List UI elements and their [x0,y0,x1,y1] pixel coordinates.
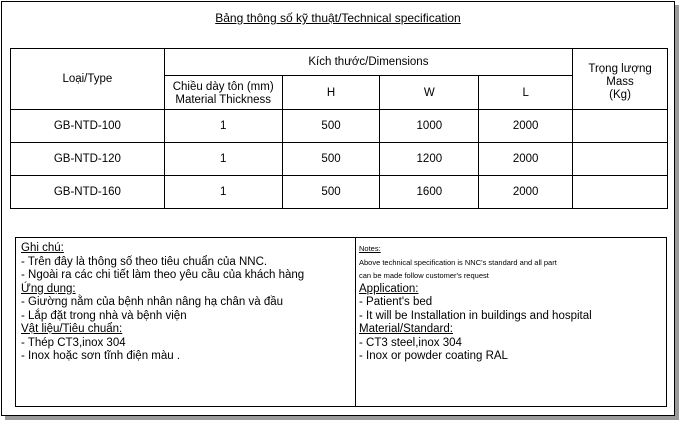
note-line: can be made follow customer's request [359,271,489,280]
table-row [11,143,668,176]
note-heading: Ghi chú: [21,242,64,254]
w-header: W [380,76,479,110]
spec-sheet-frame [1,1,675,416]
l-cell: 2000 [479,110,573,143]
h-cell: 500 [282,143,380,176]
note-heading: Notes: [359,244,381,253]
application-line: - Lắp đặt trong nhà và bệnh viện [21,309,187,322]
thickness-cell: 1 [164,143,282,176]
mass-header: Trọng lượng Mass (Kg) [573,49,668,110]
material-line: - Inox or powder coating RAL [359,350,508,362]
type-header: Loại/Type [11,49,165,110]
page-title: Bảng thông số kỹ thuật/Technical specification [215,11,461,25]
w-cell: 1600 [380,176,479,209]
h-cell: 500 [282,176,380,209]
l-header: L [479,76,573,110]
note-line: - Trên đây là thông số theo tiêu chuẩn của NNC. [21,255,268,268]
mass-cell [573,143,668,176]
thickness-cell: 1 [164,110,282,143]
w-cell: 1200 [380,143,479,176]
material-line: - Inox hoặc sơn tĩnh điện màu . [21,350,181,362]
application-line: - It will be Installation in buildings and hospital [359,309,592,322]
mass-cell [573,110,668,143]
table-row [11,176,668,209]
type-cell: GB-NTD-100 [11,110,165,143]
h-cell: 500 [282,110,380,143]
w-cell: 1000 [380,110,479,143]
material-line: - CT3 steel,inox 304 [359,336,462,349]
application-line: - Patient's bed [359,296,433,308]
note-line: - Ngoài ra các chi tiết làm theo yêu cầu của khách hàng [21,269,305,281]
application-heading: Ứng dụng: [21,282,76,295]
table-row [11,110,668,143]
table-header-row [11,49,668,76]
material-heading: Material/Standard: [359,323,453,335]
notes-box [15,237,667,407]
note-line: Above technical specification is NNC's standard and all part [359,257,557,267]
l-cell: 2000 [479,176,573,209]
dimensions-header: Kích thước/Dimensions [164,49,572,76]
thickness-header: Chiều dày tôn (mm) Material Thickness [164,76,282,110]
spec-table [10,48,668,209]
material-heading: Vật liệu/Tiêu chuẩn: [21,323,123,335]
application-line: - Giường nằm của bệnh nhân nâng hạ chân và đầu [21,296,284,308]
h-header: H [282,76,380,110]
thickness-cell: 1 [164,176,282,209]
material-line: - Thép CT3,inox 304 [21,336,126,349]
notes-english [359,242,664,364]
type-cell: GB-NTD-160 [11,176,165,209]
notes-divider [355,238,356,406]
type-cell: GB-NTD-120 [11,143,165,176]
l-cell: 2000 [479,143,573,176]
application-heading: Application: [359,282,419,295]
notes-vietnamese [21,242,351,364]
mass-cell [573,176,668,209]
